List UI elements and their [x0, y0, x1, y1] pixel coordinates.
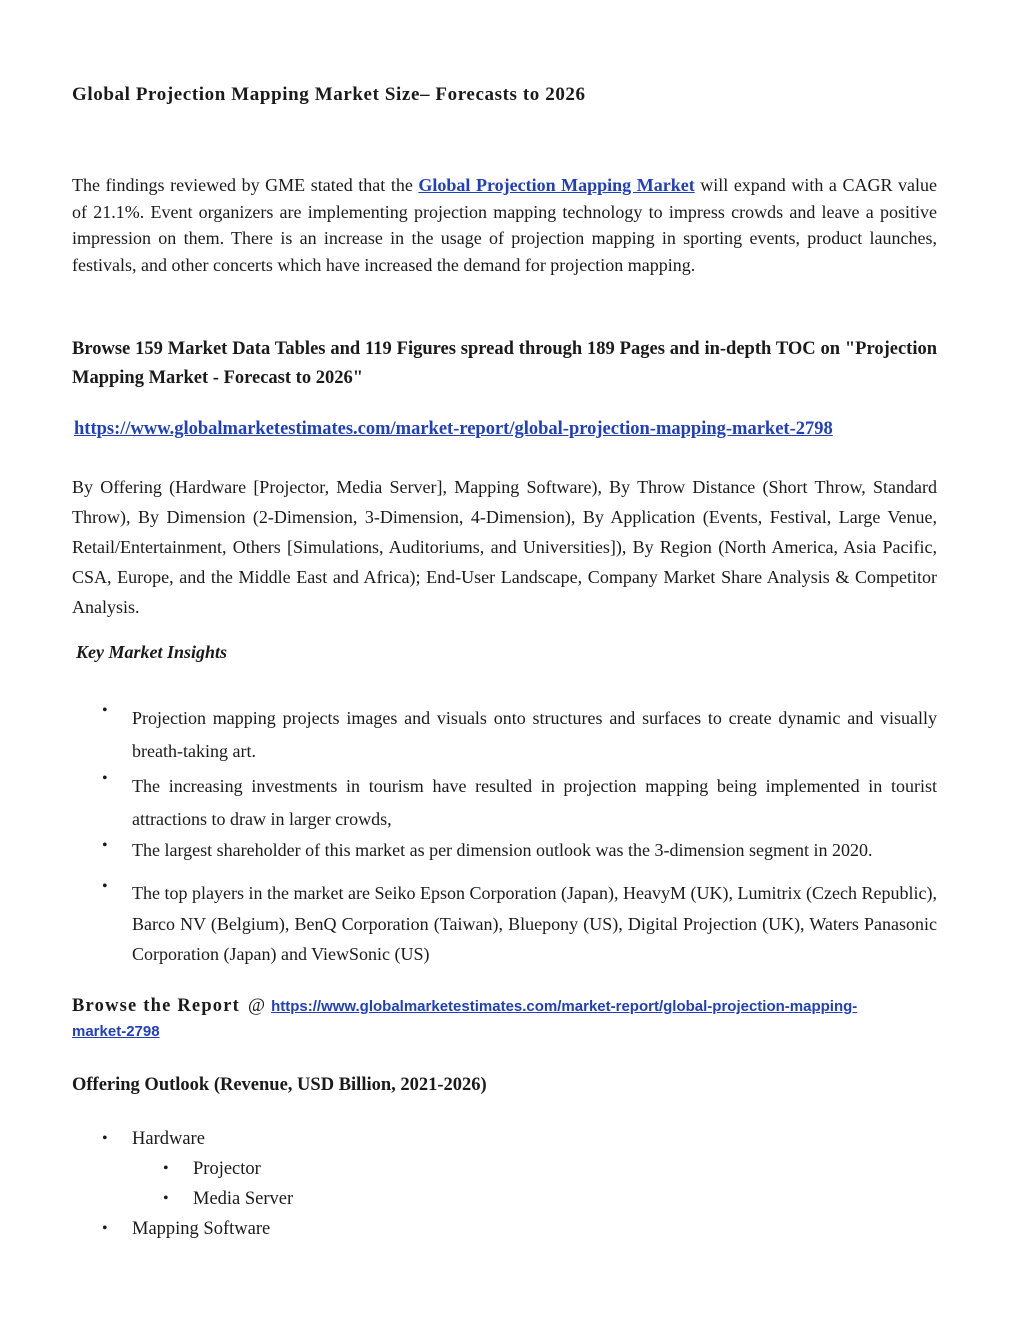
offering-subitem: Projector	[193, 1159, 261, 1179]
intro-paragraph	[72, 172, 937, 278]
market-link[interactable]: Global Projection Mapping Market	[418, 175, 695, 195]
report-url-link[interactable]: https://www.globalmarketestimates.com/market-report/global-projection-mapping-market-2798	[74, 419, 833, 439]
at-symbol: @	[248, 996, 266, 1016]
bullet-icon: •	[102, 770, 108, 787]
insight-text: The largest shareholder of this market as per dimension outlook was the 3-dimension segment in 2020.	[132, 840, 873, 860]
bullet-icon: •	[163, 1160, 169, 1177]
insight-text: The top players in the market are Seiko Epson Corporation (Japan), HeavyM (UK), Lumitrix (Czech Republic), Barco NV (Belgium), BenQ Corporation (Taiwan), Bluepony (US), Digital Projection (UK), Waters Panasonic Corporation (Japan) and ViewSonic (US)	[132, 883, 937, 964]
insight-text: Projection mapping projects images and visuals onto structures and surfaces to create dynamic and visually breath-taking art.	[132, 708, 937, 761]
bullet-icon: •	[102, 1220, 108, 1237]
bullet-icon: •	[102, 702, 108, 719]
document-title: Global Projection Mapping Market Size– Forecasts to 2026	[72, 84, 586, 105]
offering-item: Hardware	[132, 1129, 205, 1149]
intro-text-before-link: The findings reviewed by GME stated that the	[72, 175, 419, 195]
offering-item: Mapping Software	[132, 1219, 271, 1239]
bullet-icon: •	[102, 837, 108, 854]
browse-report-line	[72, 991, 937, 1022]
insight-text: The increasing investments in tourism have resulted in projection mapping being implemented in tourist attractions to draw in larger crowds,	[132, 776, 937, 829]
key-insights-heading: Key Market Insights	[76, 642, 228, 662]
intro-text-after-link: will expand with a CAGR value of 21.1%. Event organizers are implementing projection mapping technology to impress crowds and leave a positive impression on them. There is an increase in the usage of projection mapping in sporting events, product launches, festivals, and other concerts which have increased the demand for projection mapping.	[72, 175, 937, 275]
bullet-icon: •	[102, 1130, 108, 1147]
offering-subitem: Media Server	[193, 1189, 294, 1209]
offering-outlook-heading: Offering Outlook (Revenue, USD Billion, 2021-2026)	[72, 1075, 487, 1095]
segmentation-paragraph: By Offering (Hardware [Projector, Media Server], Mapping Software), By Throw Distance (Short Throw, Standard Throw), By Dimension (2-Dimension, 3-Dimension, 4-Dimension), By Application (Events, Festival, Large Venue, Retail/Entertainment, Others [Simulations, Auditoriums, and Universities]), By Region (North America, Asia Pacific, CSA, Europe, and the Middle East and Africa); End-User Landscape, Company Market Share Analysis & Competitor Analysis.	[72, 477, 937, 617]
browse-report-label: Browse the Report	[72, 996, 241, 1016]
bullet-icon: •	[163, 1190, 169, 1207]
browse-report-link[interactable]: https://www.globalmarketestimates.com/market-report/global-projection-mapping-	[271, 998, 858, 1015]
browse-heading: Browse 159 Market Data Tables and 119 Figures spread through 189 Pages and in-depth TOC on "Projection Mapping Market - Forecast to 2026"	[72, 339, 937, 388]
bullet-icon: •	[102, 878, 108, 895]
browse-report-link-continued[interactable]: market-2798	[72, 1023, 160, 1040]
